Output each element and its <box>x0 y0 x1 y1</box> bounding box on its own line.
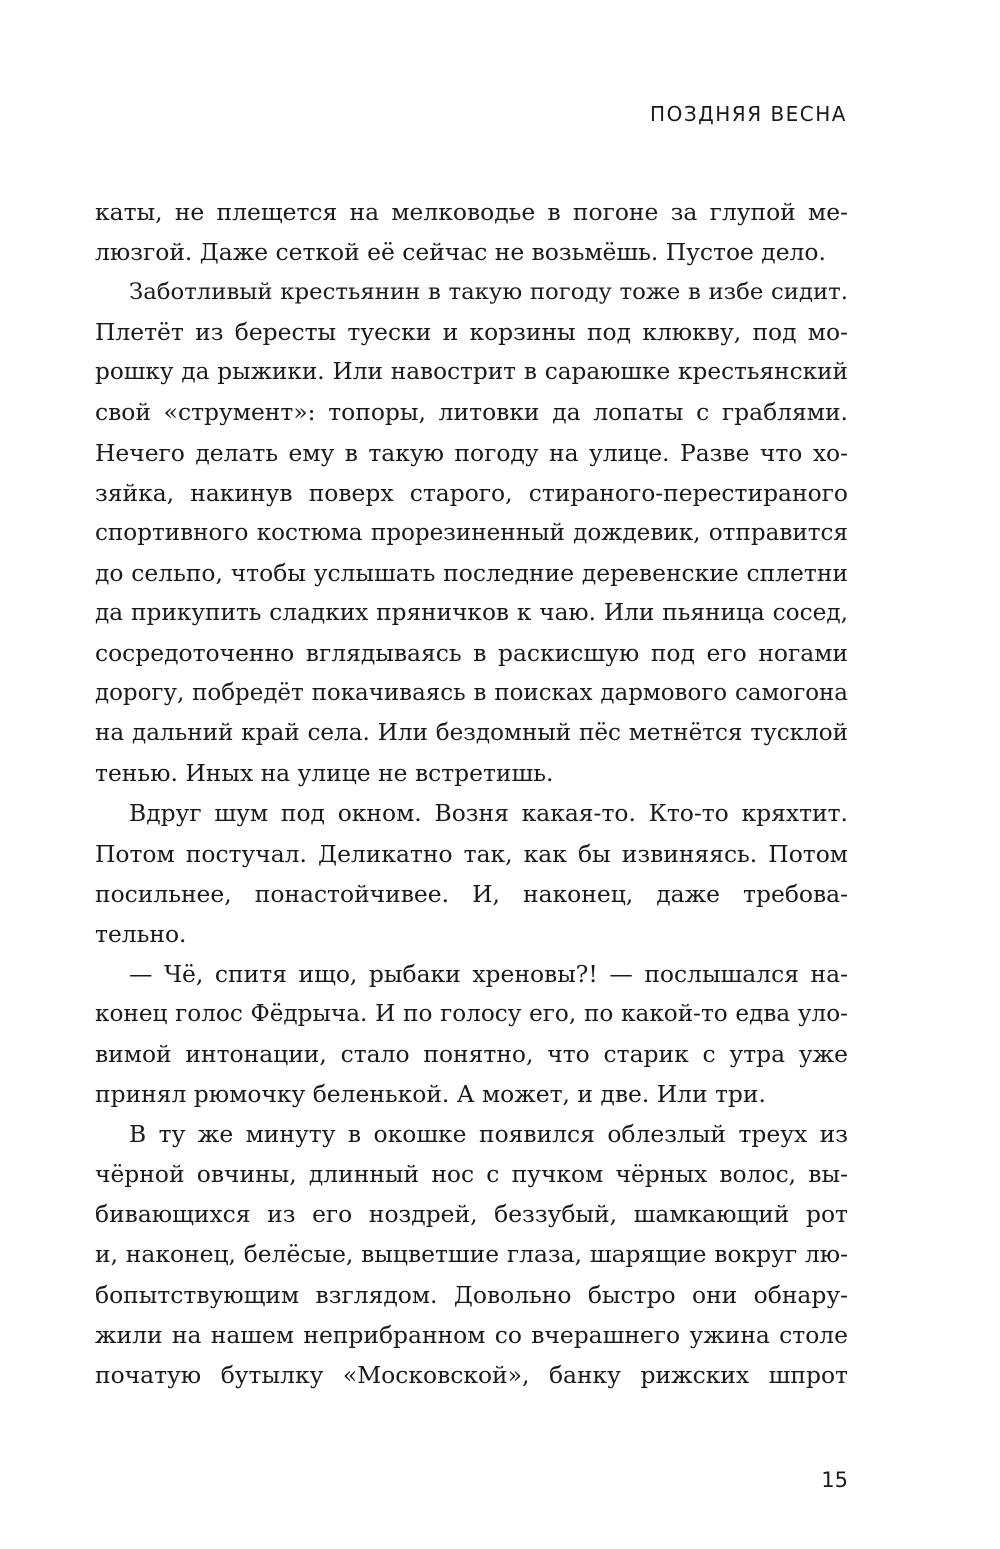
text-line: посильнее, понастойчивее. И, наконец, даже требова- <box>95 879 848 908</box>
text-line: свой «струмент»: топоры, литовки да лопаты с граблями. <box>95 398 848 427</box>
text-line: люзгой. Даже сеткой её сейчас не возьмёшь. Пустое дело. <box>95 238 826 267</box>
text-line: Плетёт из бересты туески и корзины под клюкву, под мо- <box>95 318 848 347</box>
text-line: бопытствующим взглядом. Довольно быстро они обнару- <box>95 1280 848 1309</box>
text-line: Нечего делать ему в такую погоду на улице. Разве что хо- <box>95 438 848 467</box>
text-line: тельно. <box>95 919 187 948</box>
text-line: — Чё, спитя ищо, рыбаки хреновы?! — послышался на- <box>129 959 848 988</box>
text-line: жили на нашем неприбранном со вчерашнего ужина столе <box>95 1320 848 1349</box>
text-line: рошку да рыжики. Или навострит в сараюшке крестьянский <box>95 358 848 386</box>
text-line: принял рюмочку беленькой. А может, и две. Или три. <box>95 1080 766 1109</box>
text-line: дорогу, побредёт покачиваясь в поисках дармового самогона <box>95 680 848 707</box>
text-line: чёрной овчины, длинный нос с пучком чёрных волос, вы- <box>95 1160 848 1189</box>
text-line: вимой интонации, стало понятно, что старик с утра уже <box>95 1039 848 1068</box>
text-line: зяйка, накинув поверх старого, стираного-перестираного <box>95 478 848 507</box>
body-text <box>95 192 848 1395</box>
page-number: 15 <box>821 1468 848 1492</box>
text-line: на дальний край села. Или бездомный пёс метнётся тусклой <box>95 720 848 747</box>
text-line: до сельпо, чтобы услышать последние деревенские сплетни <box>95 558 848 587</box>
text-line: конец голос Фёдрыча. И по голосу его, по какой-то едва уло- <box>95 1000 848 1027</box>
text-line: тенью. Иных на улице не встретишь. <box>95 759 554 788</box>
running-title: ПОЗДНЯЯ ВЕСНА <box>650 102 847 126</box>
text-line: бивающихся из его ноздрей, беззубый, шамкающий рот <box>95 1200 848 1229</box>
text-line: спортивного костюма прорезиненный дождевик, отправится <box>95 519 848 546</box>
text-line: да прикупить сладких пряничков к чаю. Или пьяница сосед, <box>95 598 848 626</box>
text-line: Вдруг шум под окном. Возня какая-то. Кто-то кряхтит. <box>129 799 848 828</box>
text-line: сосредоточенно вглядываясь в раскисшую под его ногами <box>95 639 848 668</box>
text-line: початую бутылку «Московской», банку рижских шпрот <box>95 1360 848 1389</box>
text-line: и, наконец, белёсые, выцветшие глаза, шарящие вокруг лю- <box>95 1240 848 1269</box>
text-line: Потом постучал. Деликатно так, как бы извиняясь. Потом <box>95 839 848 868</box>
text-line: Заботливый крестьянин в такую погоду тоже в избе сидит. <box>129 279 848 306</box>
text-line: В ту же минуту в окошке появился облезлый треух из <box>129 1120 848 1149</box>
text-line: каты, не плещется на мелководье в погоне за глупой ме- <box>95 198 848 226</box>
